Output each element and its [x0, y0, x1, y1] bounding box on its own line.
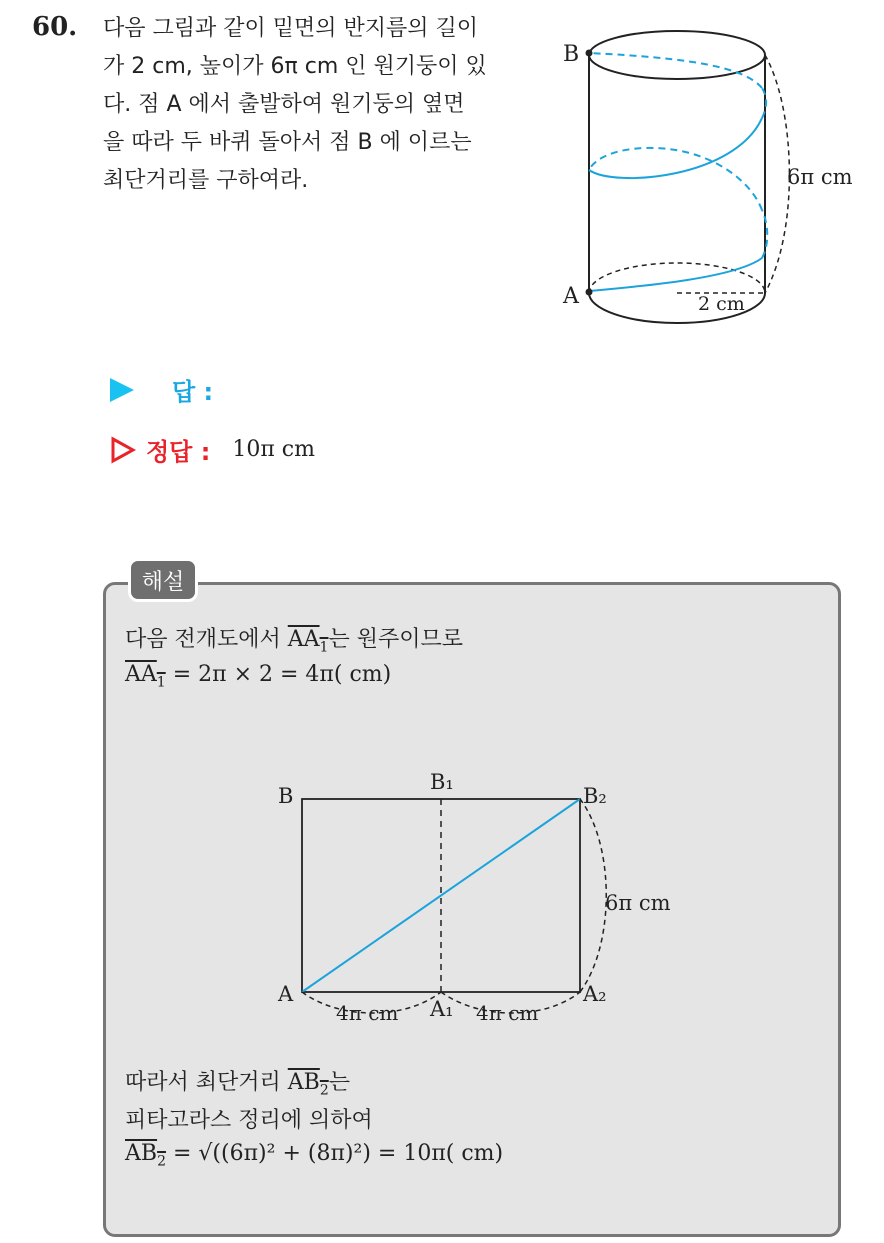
answer-row — [110, 372, 213, 407]
correct-answer-label: 정답 : — [146, 438, 211, 466]
question-text — [103, 10, 533, 200]
outline-triangle-icon — [110, 436, 136, 464]
segment-ab2 — [125, 1141, 166, 1170]
segment-letters: AA — [125, 662, 157, 687]
label-b: B — [563, 42, 580, 67]
helix-back-1 — [589, 148, 762, 210]
point-b — [586, 50, 593, 57]
correct-answer-value: 10π cm — [232, 437, 315, 462]
net-left-width-label: 4π cm — [336, 1001, 399, 1025]
cylinder-figure — [555, 28, 860, 333]
net-label-b1: B₁ — [430, 770, 454, 794]
net-label-a1: A₁ — [430, 997, 454, 1021]
question-line: 다. 점 A 에서 출발하여 원기둥의 옆면 — [103, 92, 465, 117]
solution-tag: 해설 — [128, 558, 198, 602]
question-line: 다음 그림과 같이 밑면의 반지름의 길이 — [103, 16, 478, 41]
answer-label: 답 : — [172, 378, 214, 406]
solution-line-5 — [125, 1141, 503, 1169]
cylinder-top — [589, 31, 765, 79]
radius-label: 2 cm — [698, 293, 745, 315]
helix-front-2 — [589, 118, 762, 178]
segment-ab2 — [287, 1070, 329, 1099]
segment-letters: AB — [287, 1070, 320, 1095]
segment-subscript: 2 — [157, 1153, 166, 1170]
solution-line-4: 피타고라스 정리에 의하여 — [125, 1108, 373, 1133]
net-label-b2: B₂ — [583, 784, 607, 808]
segment-aa1 — [125, 662, 166, 691]
segment-subscript: 1 — [319, 639, 329, 656]
net-label-b: B — [278, 784, 294, 808]
solution-line-3 — [125, 1065, 350, 1098]
question-line: 가 2 cm, 높이가 6π cm 인 원기둥이 있 — [103, 54, 487, 79]
solution-expression: = √((6π)² + (8π)²) = 10π( cm) — [172, 1141, 504, 1166]
solution-text: 따라서 최단거리 — [125, 1070, 281, 1095]
solution-text: 는 원주이므로 — [328, 627, 463, 652]
point-a — [586, 289, 593, 296]
helix-back-2 — [589, 53, 762, 88]
solution-line-1 — [125, 622, 463, 655]
segment-aa1 — [287, 627, 329, 656]
correct-answer-row — [110, 432, 315, 467]
net-right-width-label: 4π cm — [476, 1001, 539, 1025]
play-triangle-icon — [110, 378, 134, 402]
helix-front-1 — [589, 258, 762, 291]
net-figure — [270, 765, 690, 1035]
question-line: 을 따라 두 바퀴 돌아서 점 B 에 이르는 — [103, 130, 472, 155]
segment-letters: AA — [287, 627, 320, 652]
height-arc — [765, 55, 789, 293]
label-a: A — [563, 284, 579, 309]
solution-line-2 — [125, 662, 391, 690]
net-height-label: 6π cm — [605, 891, 671, 915]
net-height-arc — [580, 799, 606, 992]
question-line: 최단거리를 구하여라. — [103, 168, 309, 193]
segment-subscript: 1 — [156, 674, 166, 691]
question-number: 60. — [32, 12, 78, 42]
solution-text: 다음 전개도에서 — [125, 627, 281, 652]
net-label-a2: A₂ — [583, 982, 607, 1006]
segment-subscript: 2 — [319, 1082, 329, 1099]
solution-expression: = 2π × 2 = 4π( cm) — [172, 662, 392, 687]
shortest-path-line — [302, 799, 580, 992]
height-label: 6π cm — [787, 165, 853, 189]
net-label-a: A — [278, 982, 294, 1006]
segment-letters: AB — [125, 1141, 158, 1166]
solution-text: 는 — [328, 1070, 351, 1095]
